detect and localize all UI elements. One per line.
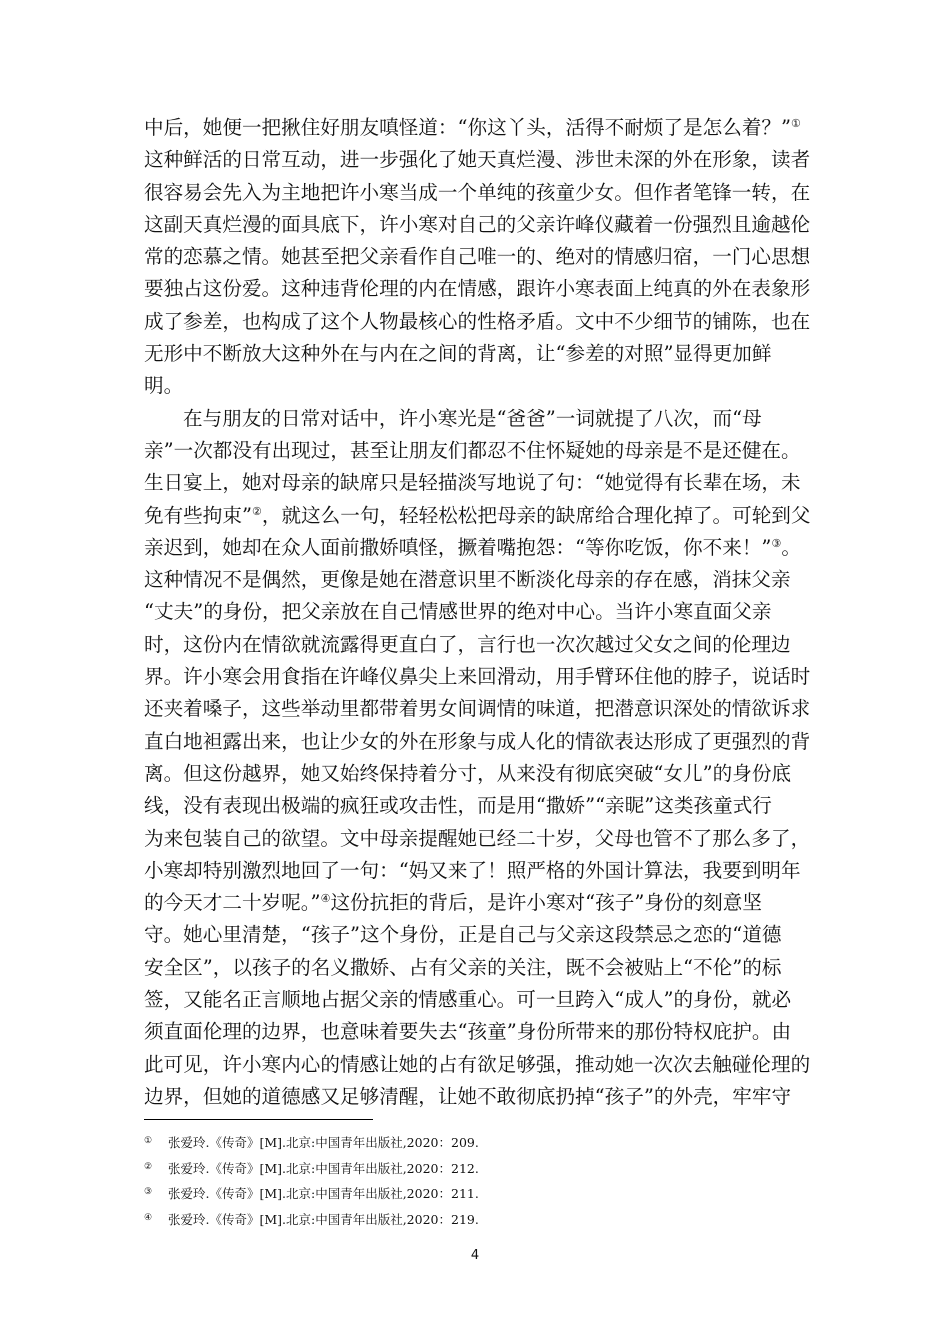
text-line: 线，没有表现出极端的疯狂或攻击性，而是用“撒娇”“亲昵”这类孩童式行 bbox=[144, 794, 772, 818]
text-line: 这种鲜活的日常互动，进一步强化了她天真烂漫、涉世未深的外在形象，读者 bbox=[144, 148, 811, 172]
text-line: 明。 bbox=[144, 374, 184, 398]
text-line: 成了参差，也构成了这个人物最核心的性格矛盾。文中不少细节的铺陈，也在 bbox=[144, 309, 811, 333]
text-line: 守。她心里清楚，“孩子”这个身份，正是自己与父亲这段禁忌之恋的“道德 bbox=[144, 923, 782, 947]
footnotes bbox=[144, 1129, 808, 1231]
footnote-ref[interactable]: ③ bbox=[771, 536, 782, 550]
text-span: 这份抗拒的背后，是许小寒对“孩子”身份的刻意坚 bbox=[330, 891, 762, 915]
text-line bbox=[144, 532, 808, 564]
text-span: 中后，她便一把揪住好朋友嗔怪道：“你这丫头，活得不耐烦了是怎么着？” bbox=[144, 116, 792, 139]
text-line: 签，又能名正言顺地占据父亲的情感重心。可一旦跨入“成人”的身份，就必 bbox=[144, 988, 792, 1012]
text-line: 须直面伦理的边界，也意味着要失去“孩童”身份所带来的那份特权庇护。由 bbox=[144, 1020, 792, 1044]
footnote-item bbox=[144, 1180, 808, 1206]
text-line: 时，这份内在情欲就流露得更直白了，言行也一次次越过父女之间的伦理边 bbox=[144, 632, 791, 656]
footnote-ref[interactable]: ④ bbox=[320, 892, 331, 906]
text-line: “丈夫”的身份，把父亲放在自己情感世界的绝对中心。当许小寒直面父亲 bbox=[144, 600, 772, 624]
text-span: 亲迟到，她却在众人面前撒娇嗔怪，撅着嘴抱怨：“等你吃饭，你不来！” bbox=[144, 535, 772, 559]
text-line: 在与朋友的日常对话中，许小寒光是“爸爸”一词就提了八次，而“母 bbox=[183, 406, 762, 430]
footnote-text: 张爱玲.《传奇》[M].北京:中国青年出版社,2020：212. bbox=[168, 1160, 479, 1176]
page-number: 4 bbox=[470, 1248, 480, 1263]
footnote-item bbox=[144, 1129, 808, 1155]
text-line: 安全区”，以孩子的名义撒娇、占有父亲的关注，既不会被贴上“不伦”的标 bbox=[144, 955, 782, 979]
text-span: 免有些拘束” bbox=[144, 503, 252, 527]
text-line bbox=[144, 500, 811, 532]
text-line: 直白地袒露出来，也让少女的外在形象与成人化的情欲表达形成了更强烈的背 bbox=[144, 729, 811, 753]
text-line: 要独占这份爱。这种违背伦理的内在情感，跟许小寒表面上纯真的外在表象形 bbox=[144, 277, 811, 301]
text-line: 很容易会先入为主地把许小寒当成一个单纯的孩童少女。但作者笔锋一转，在 bbox=[144, 180, 811, 204]
text-line: 离。但这份越界，她又始终保持着分寸，从来没有彻底突破“女儿”的身份底 bbox=[144, 761, 792, 785]
text-line: 还夹着嗓子，这些举动里都带着男女间调情的味道，把潜意识深处的情欲诉求 bbox=[144, 697, 811, 721]
text-span: 。 bbox=[781, 535, 801, 559]
body-text bbox=[144, 112, 811, 1113]
footnote-ref[interactable]: ① bbox=[791, 117, 801, 130]
text-line: 此可见，许小寒内心的情感让她的占有欲足够强，推动她一次次去触碰伦理的 bbox=[144, 1052, 811, 1076]
footnote-mark: ④ bbox=[144, 1212, 153, 1223]
text-line: 这副天真烂漫的面具底下，许小寒对自己的父亲许峰仪藏着一份强烈且逾越伦 bbox=[144, 212, 811, 236]
text-span: ，就这么一句，轻轻松松把母亲的缺席给合理化掉了。可轮到父 bbox=[261, 503, 811, 527]
footnote-item bbox=[144, 1206, 808, 1232]
text-line: 生日宴上，她对母亲的缺席只是轻描淡写地说了句：“她觉得有长辈在场，未 bbox=[144, 471, 801, 495]
text-line: 边界，但她的道德感又足够清醒，让她不敢彻底扔掉“孩子”的外壳，牢牢守 bbox=[144, 1084, 792, 1108]
text-line: 无形中不断放大这种外在与内在之间的背离，让“参差的对照”显得更加鲜 bbox=[144, 342, 772, 366]
footnote-mark: ② bbox=[144, 1161, 153, 1172]
text-line: 常的恋慕之情。她甚至把父亲看作自己唯一的、绝对的情感归宿，一门心思想 bbox=[144, 245, 811, 269]
footnote-mark: ③ bbox=[144, 1187, 153, 1197]
text-line: 小寒却特别激烈地回了一句：“妈又来了！照严格的外国计算法，我要到明年 bbox=[144, 858, 801, 882]
text-line bbox=[144, 887, 808, 919]
text-line: 为来包装自己的欲望。文中母亲提醒她已经二十岁，父母也管不了那么多了， bbox=[144, 826, 811, 850]
footnote-text: 张爱玲.《传奇》[M].北京:中国青年出版社,2020：209. bbox=[168, 1135, 479, 1150]
text-line: 界。许小寒会用食指在许峰仪鼻尖上来回滑动，用手臂环住他的脖子，说话时 bbox=[144, 665, 811, 689]
text-line: 亲”一次都没有出现过，甚至让朋友们都忍不住怀疑她的母亲是不是还健在。 bbox=[144, 438, 801, 462]
text-line: 这种情况不是偶然，更像是她在潜意识里不断淡化母亲的存在感，消抹父亲 bbox=[144, 568, 791, 592]
text-span: 的今天才二十岁呢。” bbox=[144, 891, 321, 915]
footnote-item bbox=[144, 1155, 808, 1181]
footnote-text: 张爱玲.《传奇》[M].北京:中国青年出版社,2020：211. bbox=[168, 1186, 479, 1201]
footnote-mark: ① bbox=[144, 1136, 153, 1146]
footnote-ref[interactable]: ② bbox=[252, 504, 262, 518]
footnote-separator bbox=[144, 1119, 373, 1120]
footnote-text: 张爱玲.《传奇》[M].北京:中国青年出版社,2020：219. bbox=[168, 1211, 479, 1227]
text-line bbox=[144, 112, 808, 144]
